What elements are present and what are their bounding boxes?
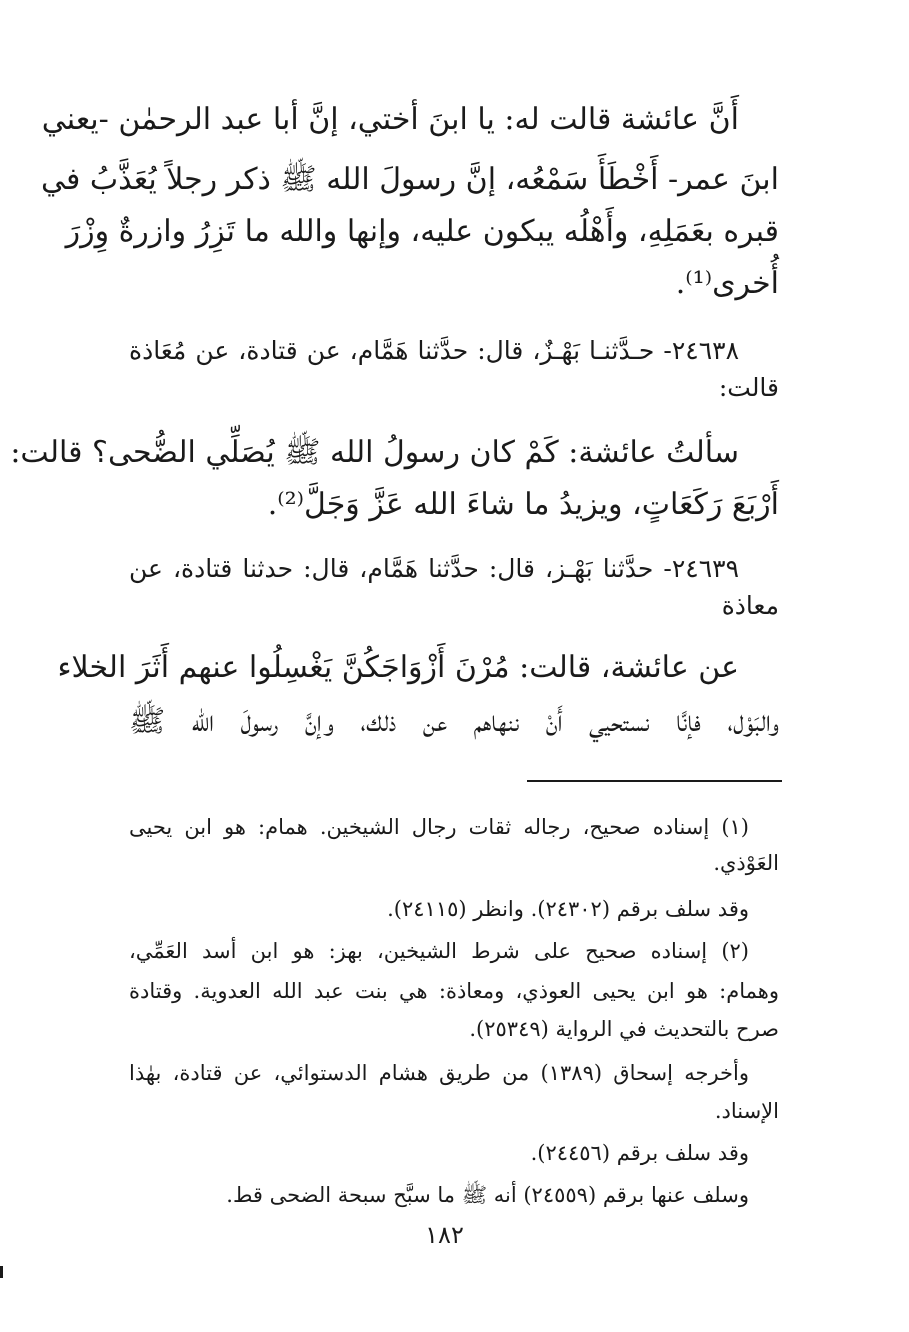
footnote-line: العَوْذي. xyxy=(713,851,779,875)
page-number: ١٨٢ xyxy=(425,1221,464,1249)
text-line: أَنَّ عائشة قالت له: يا ابنَ أختي، إنَّ أبا عبد الرحمٰن -يعني xyxy=(41,102,739,137)
isnad-line: ٢٤٦٣٨- حـدَّثنـا بَهْـزٌ، قال: حدَّثنا هَمَّام، عن قتادة، عن مُعَاذة xyxy=(129,336,739,365)
text-line: سألتُ عائشة: كَمْ كان رسولُ الله ﷺ يُصَلِّي الضُّحى؟ قالت: xyxy=(10,435,739,470)
footnote-separator xyxy=(527,780,782,782)
isnad-line: معاذة xyxy=(721,591,779,620)
text-line: عن عائشة، قالت: مُرْنَ أَزْوَاجَكُنَّ يَغْسِلُوا عنهم أَثَرَ الخلاء xyxy=(57,650,739,685)
footnote-line: وأخرجه إسحاق (١٣٨٩) من طريق هشام الدستوائي، عن قتادة، بهٰذا xyxy=(129,1061,749,1085)
footnote-line: (٢) إسناده صحيح على شرط الشيخين، بهز: هو ابن أسد العَمِّي، xyxy=(129,939,749,963)
footnote-line: وقد سلف برقم (٢٤٣٠٢). وانظر (٢٤١١٥). xyxy=(387,897,749,921)
isnad-line: قالت: xyxy=(718,373,779,402)
footnote-line: وقد سلف برقم (٢٤٤٥٦). xyxy=(530,1141,749,1165)
text-line: قبره بعَمَلِهِ، وأَهْلُه يبكون عليه، وإنها والله ما تَزِرُ وازرةٌ وِزْرَ xyxy=(65,214,779,249)
footnote-line: وهمام: هو ابن يحيى العوذي، ومعاذة: هي بنت عبد الله العدوية. وقتادة xyxy=(129,979,779,1003)
text-line: والبَوْل، فإنَّا نستحيي أَنْ ننهاهم عن ذلك، وإنَّ رسولَ الله ﷺ xyxy=(129,704,779,739)
text-line: أَرْبَعَ رَكَعَاتٍ، ويزيدُ ما شاءَ الله عَزَّ وَجَلَّ⁽²⁾. xyxy=(267,487,779,522)
footnote-line: الإسناد. xyxy=(714,1099,779,1123)
scan-edge-mark xyxy=(0,1266,3,1278)
footnote-line: (١) إسناده صحيح، رجاله ثقات رجال الشيخين. همام: هو ابن يحيى xyxy=(129,815,749,839)
text-line: أُخرى⁽¹⁾. xyxy=(675,266,779,301)
footnote-line: صرح بالتحديث في الرواية (٢٥٣٤٩). xyxy=(469,1017,779,1041)
footnote-line: وسلف عنها برقم (٢٤٥٥٩) أنه ﷺ ما سبَّح سبحة الضحى قط. xyxy=(226,1183,749,1207)
text-line: ابنَ عمر- أَخْطَأَ سَمْعُه، إنَّ رسولَ الله ﷺ ذكر رجلاً يُعَذَّبُ في xyxy=(40,162,779,197)
isnad-line: ٢٤٦٣٩- حدَّثنا بَهْـز، قال: حدَّثنا هَمَّام، قال: حدثنا قتادة، عن xyxy=(129,554,739,583)
